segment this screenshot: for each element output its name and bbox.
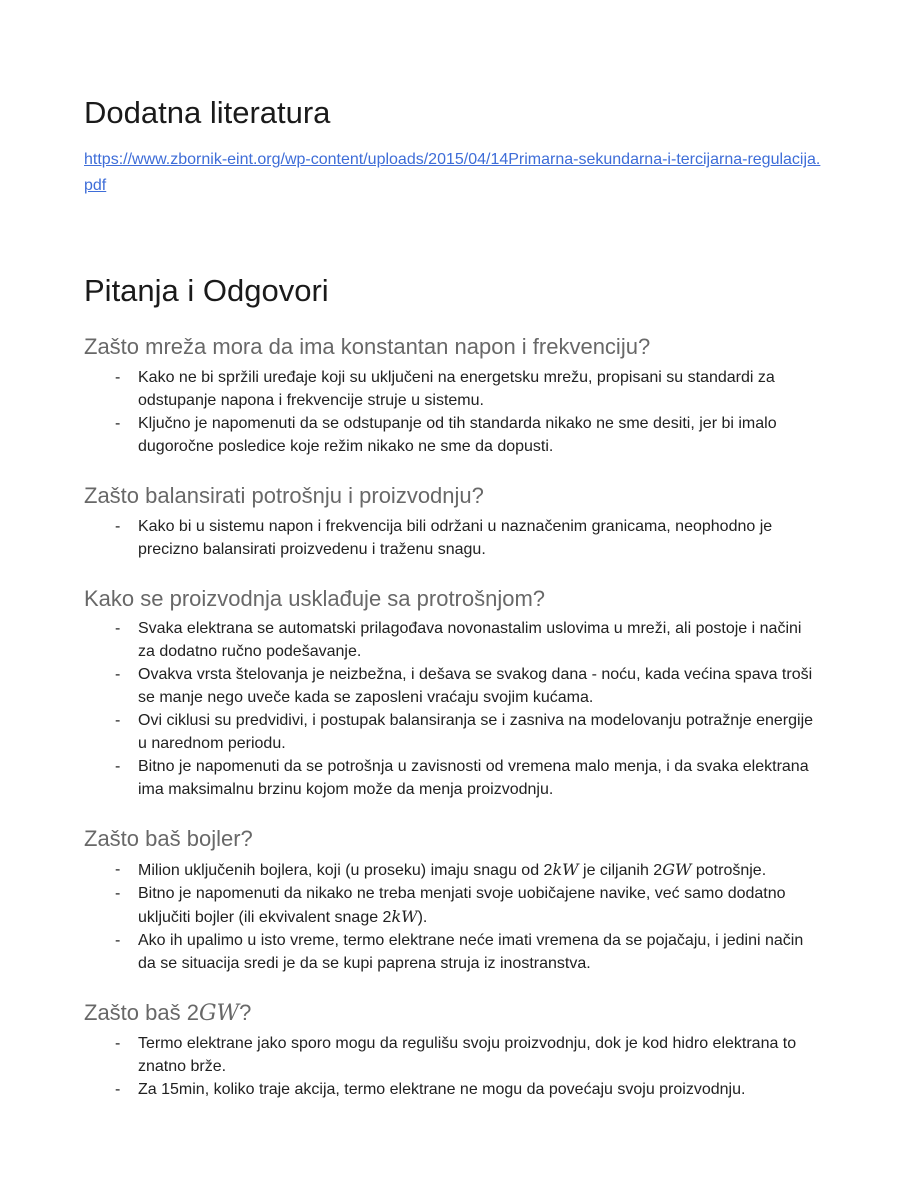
document-title: Dodatna literatura <box>84 95 331 130</box>
math-inline: GW <box>198 1000 240 1026</box>
text-segment: Termo elektrane jako sporo mogu da regulišu svoju proizvodnju, dok je kod hidro elektrana to znatno brže. <box>138 1035 797 1076</box>
text-segment: ). <box>417 908 428 926</box>
bullet-dash: - <box>115 860 121 878</box>
bullet-dash: - <box>115 884 121 902</box>
answer-item <box>84 412 816 458</box>
text-segment: Bitno je napomenuti da se potrošnja u zavisnosti od vremena malo menja, i da svaka elektrana ima maksimalnu brzinu kojom može da menja proizvodnju. <box>138 758 809 799</box>
literature-link[interactable]: https://www.zbornik-eint.org/wp-content/uploads/2015/04/14Primarna-sekundarna-i-tercijarna-regulacija.pdf <box>84 151 821 195</box>
text-segment: Bitno je napomenuti da nikako ne treba menjati svoje uobičajene navike, već samo dodatno uključiti bojler (ili ekvivalent snage 2 <box>138 884 786 926</box>
text-segment: Milion uključenih bojlera, koji (u proseku) imaju snagu od 2 <box>138 861 553 879</box>
qa-section <box>84 333 816 458</box>
qa-heading: Pitanja i Odgovori <box>84 273 329 309</box>
bullet-dash: - <box>115 620 121 638</box>
literature-link-paragraph <box>84 147 821 199</box>
answer-item <box>84 1032 816 1078</box>
text-segment: potrošnje. <box>691 861 767 879</box>
bullet-dash: - <box>115 1081 121 1099</box>
bullet-dash: - <box>115 758 121 776</box>
answer-item <box>84 858 816 882</box>
text-segment: Kako ne bi spržili uređaje koji su uključeni na energetsku mrežu, propisani su standardi za odstupanje napona i frekvencije struje u sistemu. <box>138 368 775 409</box>
text-segment: Kako se proizvodnja usklađuje sa protrošnjom? <box>84 585 546 611</box>
answer-item <box>84 1078 816 1101</box>
math-inline: kW <box>391 906 418 926</box>
bullet-dash: - <box>115 517 121 535</box>
text-segment: Ako ih upalimo u isto vreme, termo elektrane neće imati vremena da se pojačaju, i jedini način da se situacija sredi je da se kupi paprena struja iz inostranstva. <box>138 931 804 972</box>
answer-item <box>84 617 816 663</box>
text-segment: Ovakva vrsta štelovanja je neizbežna, i dešava se svakog dana - noću, kada većina spava troši se manje nego uveče kada se zaposleni vraćaju svojim kućama. <box>138 666 813 707</box>
answer-item <box>84 709 816 755</box>
qa-section <box>84 825 816 975</box>
text-segment: je ciljanih 2 <box>578 861 663 879</box>
text-segment: Zašto balansirati potrošnju i proizvodnju? <box>84 482 484 508</box>
math-inline: kW <box>552 859 579 879</box>
answer-list <box>84 617 816 801</box>
question-heading <box>84 333 816 362</box>
bullet-dash: - <box>115 666 121 684</box>
question-heading <box>84 482 816 511</box>
answer-item <box>84 515 816 561</box>
text-segment: Zašto mreža mora da ima konstantan napon i frekvenciju? <box>84 334 651 360</box>
text-segment: Zašto baš bojler? <box>84 826 253 852</box>
question-heading <box>84 825 816 854</box>
answer-item <box>84 755 816 801</box>
qa-section <box>84 585 816 802</box>
qa-section <box>84 482 816 561</box>
question-heading <box>84 999 816 1029</box>
math-inline: GW <box>662 859 692 879</box>
bullet-dash: - <box>115 414 121 432</box>
question-heading <box>84 585 816 614</box>
answer-list <box>84 366 816 458</box>
qa-sections <box>84 333 816 1101</box>
bullet-dash: - <box>115 931 121 949</box>
answer-list <box>84 858 816 975</box>
text-segment: Zašto baš 2 <box>84 999 199 1025</box>
bullet-dash: - <box>115 368 121 386</box>
answer-list <box>84 1032 816 1101</box>
answer-list <box>84 515 816 561</box>
text-segment: ? <box>239 999 252 1025</box>
text-segment: Svaka elektrana se automatski prilagođava novonastalim uslovima u mreži, ali postoje i načini za dodatno ručno podešavanje. <box>138 620 802 661</box>
text-segment: Kako bi u sistemu napon i frekvencija bili održani u naznačenim granicama, neophodno je precizno balansirati proizvedenu i traženu snagu. <box>138 517 773 558</box>
answer-item <box>84 882 816 929</box>
qa-section <box>84 999 816 1102</box>
answer-item <box>84 366 816 412</box>
text-segment: Ključno je napomenuti da se odstupanje od tih standarda nikako ne sme desiti, jer bi imalo dugoročne posledice koje režim nikako ne sme da dopusti. <box>138 414 777 455</box>
text-segment: Ovi ciklusi su predvidivi, i postupak balansiranja se i zasniva na modelovanju potražnje energije u narednom periodu. <box>138 712 814 753</box>
text-segment: Za 15min, koliko traje akcija, termo elektrane ne mogu da povećaju svoju proizvodnju. <box>138 1081 746 1099</box>
answer-item <box>84 929 816 975</box>
answer-item <box>84 663 816 709</box>
bullet-dash: - <box>115 712 121 730</box>
bullet-dash: - <box>115 1035 121 1053</box>
